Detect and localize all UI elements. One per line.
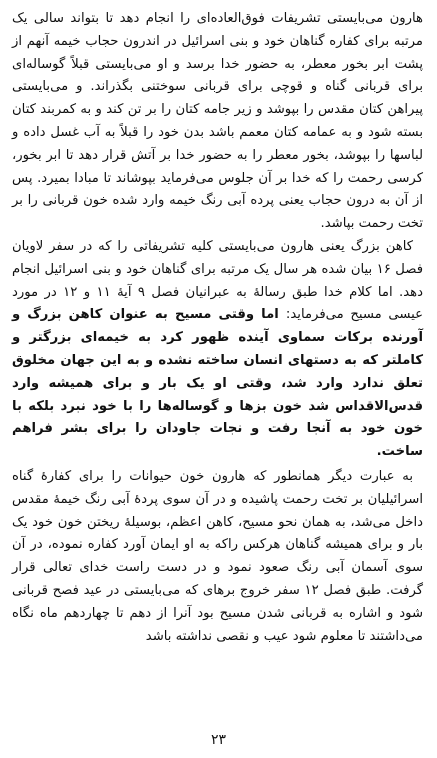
paragraph-text: کاهن بزرگ یعنی هارون می‌بایستی کلیه تشریفاتی را که در سفر لاویان فصل ۱۶ بیان شده هر سال یک مرتبه برای گناهان خود و بنی اسرائیل انجام دهد. اما کلام خدا طبق رسالهٔ به عبرانیان فصل ۹ آیهٔ ۱۱ و ۱۲ در مورد عیسی مسیح می‌فرماید: xyxy=(12,238,423,323)
paragraph-text: به عبارت دیگر همانطور که هارون خون حیوانات را برای کفارهٔ گناه اسرائیلیان بر تخت رحمت پاشیده و در آن سوی پردهٔ آبی رنگ خیمهٔ مقدس داخل می‌شد، به همان نحو مسیح، کاهن اعظم، بوسیلهٔ ریختن خون خود یک بار و برای همیشه گناهان هرکس راکه به او ایمان آورد کفاره نموده، در آن سوی آسمان آبی رنگ صعود نمود و در دست راست خدای تعالی قرار گرفت. طبق فصل ۱۲ سفر خروج برهای که می‌بایستی در عید فصح قربانی شود و اشاره به قربانی شدن مسیح بود آنرا از دهم تا چهاردهم ماه نگاه می‌داشتند تا معلوم شود عیب و نقصی نداشته باشد xyxy=(12,468,423,644)
page-number: ۲۳ xyxy=(210,732,227,748)
paragraph-aaron-rituals xyxy=(12,8,423,236)
scripture-quote-bold: اما وقتی مسیح به عنوان کاهن بزرگ و آورنده برکات سماوی آینده ظهور کرد به خیمه‌ای بزرگتر و کاملتر که به دستهای انسان ساخته نشده و به این جهان مخلوق تعلق ندارد وارد شد، وقتی او یک بار و برای همیشه وارد قدس‌الاقداس شد خون بزها و گوساله‌ها را با خود نبرد بلکه با خون خود به آنجا رفت و نجات جاودان را برای بشر فراهم ساخت. xyxy=(12,307,423,460)
paragraph-high-priest-hebrews xyxy=(12,236,423,464)
paragraph-christ-atonement xyxy=(12,466,423,648)
paragraph-text: هارون می‌بایستی تشریفات فوق‌العاده‌ای را انجام دهد تا بتواند سالی یک مرتبه برای کفاره گناهان خود و بنی اسرائیل در اندرون حجاب خیمه آنهم از پشت ابر بخور معطر، به حضور خدا برسد و او می‌بایستی قبلاً گوساله‌ای برای قربانی گناه و قوچی برای قربانی سوختنی بگذراند. و می‌بایستی پیراهن کتان مقدس را بپوشد و زیر جامه کتان را بر تن کند و به کمربند کتان بسته شود و به عمامه کتان معمم باشد بدن خود را قبلاً به آب غسل داده و لباسها را بپوشد، بخور معطر را به حضور خدا بر آتش قرار دهد تا ابر بخور، کرسی رحمت را که خدا بر آن جلوس می‌فرماید بپوشاند تا مبادا بمیرد. پس از آن به درون حجاب یعنی پرده آبی رنگ خیمه وارد شده خون قربانی را بر تخت رحمت بپاشد. xyxy=(12,11,423,232)
